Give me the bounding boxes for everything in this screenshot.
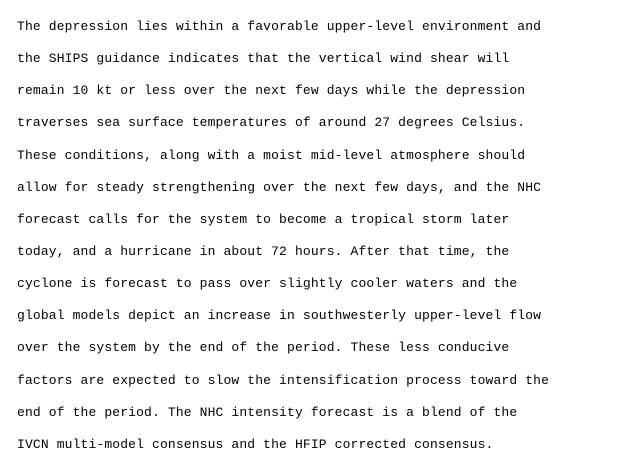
text-line: The depression lies within a favorable upper-level environment and	[17, 19, 542, 34]
text-line: remain 10 kt or less over the next few days while the depression	[17, 83, 526, 99]
text-line: today, and a hurricane in about 72 hours. After that time, the	[17, 243, 510, 259]
text-line: the SHIPS guidance indicates that the vertical wind shear will	[17, 51, 510, 67]
text-line: cyclone is forecast to pass over slightly cooler waters and the	[17, 276, 518, 292]
text-line: forecast calls for the system to become a tropical storm later	[17, 211, 510, 227]
forecast-discussion-text	[17, 11, 621, 461]
text-line: end of the period. The NHC intensity forecast is a blend of the	[17, 404, 518, 420]
text-line: global models depict an increase in southwesterly upper-level flow	[17, 308, 542, 324]
text-line: IVCN multi-model consensus and the HFIP corrected consensus.	[17, 436, 494, 452]
text-line: traverses sea surface temperatures of around 27 degrees Celsius.	[17, 115, 526, 131]
text-line: over the system by the end of the period. These less conducive	[17, 340, 510, 356]
text-line: These conditions, along with a moist mid-level atmosphere should	[17, 147, 526, 163]
text-line: allow for steady strengthening over the next few days, and the NHC	[17, 179, 542, 195]
text-line: factors are expected to slow the intensification process toward the	[17, 372, 550, 388]
